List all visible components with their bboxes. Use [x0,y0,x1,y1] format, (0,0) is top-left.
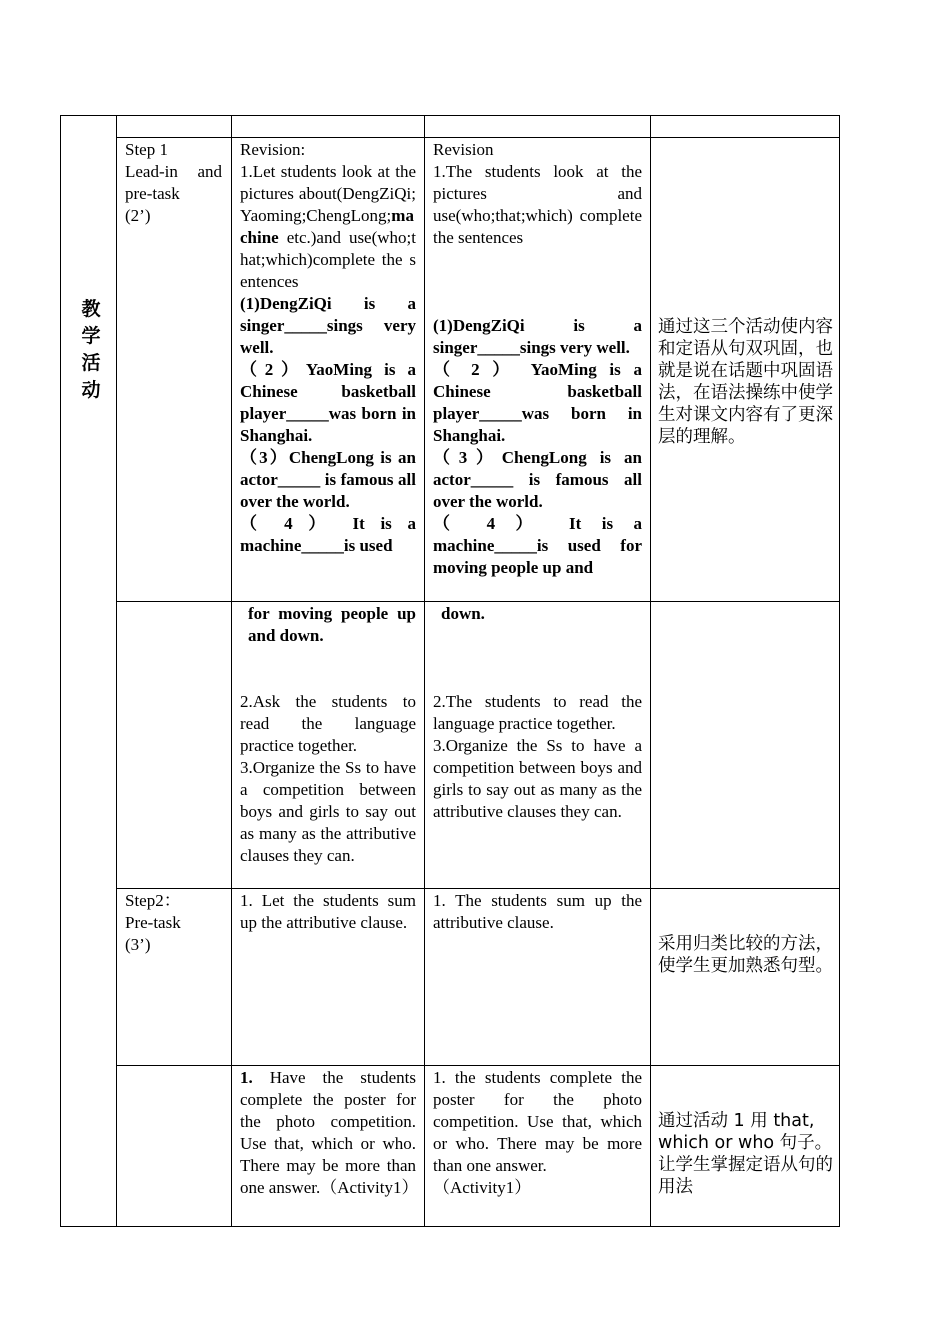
teacher-instruction-tail: etc.)and use(who;that;which)complete the sentences [240,228,416,291]
student-question-4-cont: down. [441,604,485,623]
teacher-activity [240,1067,419,1199]
step-label: Step2： [125,891,181,910]
teacher-instruction [240,161,416,293]
column-divider [650,115,651,1227]
row3-teacher-cell: 1. Let the students sum up the attributive clause. [240,891,416,932]
column-divider [231,115,232,1227]
section-label-char: 学 [81,325,101,347]
student-instruction: 1.The students look at the pictures and use(who;that;which) complete the sentences [433,162,642,247]
column-divider [60,115,61,1227]
student-step-3: 3.Organize the Ss to have a competition between boys and girls to say out as many as the attributive clauses they can. [433,736,642,821]
row2-student-cell [433,603,642,823]
student-activity: 1. the students complete the poster for the photo competition. Use that, which or who. There may be more than one answer. [433,1068,642,1175]
row4-purpose-cell: 通过活动 1 用 that, which or who 句子。让学生掌握定语从句的用法 [658,1111,833,1197]
row3-step-cell [125,890,222,956]
row1-purpose-cell: 通过这三个活动使内容和定语从句双巩固，也就是说在话题中巩固语法，在语法操练中使学生对课文内容有了更深层的理解。 [658,317,833,447]
student-activity-ref: （Activity1） [433,1178,532,1197]
teacher-question-2: （2）YaoMing is a Chinese basketball player_____was born in Shanghai. [240,360,416,445]
row-divider [116,601,840,602]
student-question-2: （ 2 ） YaoMing is a Chinese basketball player_____was born in Shanghai. [433,360,642,445]
step-stage: Lead-in and pre-task [125,162,222,203]
teacher-step-3: 3.Organize the Ss to have a competition between boys and girls to say out as many as the attributive clauses they can. [240,758,416,865]
student-question-1: (1)DengZiQi is a singer_____sings very well. [433,316,642,357]
column-divider [116,115,117,1227]
teacher-question-4-cont: for moving people up and down. [248,604,416,645]
step-time: (2’) [125,206,151,225]
machine-word: machine [240,206,414,247]
student-question-4: （ 4 ） It is a machine_____is used for moving people up and [433,514,642,577]
row3-student-cell: 1. The students sum up the attributive clause. [433,891,642,932]
row-divider [116,888,840,889]
row2-teacher-cell [240,603,416,867]
table-border-top [60,115,840,116]
item-number: 1. [240,1068,253,1087]
row1-step-cell [125,139,222,227]
row-divider [116,137,840,138]
teacher-instruction-text: 1.Let students look at the pictures about(DengZiQi;Yaoming;ChengLong; [240,162,416,225]
teacher-question-3: （3）ChengLong is an actor_____ is famous all over the world. [240,448,416,511]
teacher-heading: Revision: [240,140,306,159]
row-divider [116,1065,840,1066]
student-question-3: （3）ChengLong is an actor_____ is famous all over the world. [433,448,642,511]
teacher-step-2: 2.Ask the students to read the language practice together. [240,692,416,755]
row3-purpose-cell: 采用归类比较的方法，使学生更加熟悉句型。 [658,934,833,976]
step-time: (3’) [125,935,151,954]
table-border-bottom [60,1226,840,1227]
teacher-question-4: （ 4 ） It is a machine_____is used [240,514,416,555]
teacher-activity-text: Have the students complete the poster for the photo competition. Use that, which or who. There may be more than one answer.（Activity1） [240,1068,419,1197]
section-label-char: 动 [81,379,101,401]
student-step-2: 2.The students to read the language practice together. [433,692,642,733]
column-divider [839,115,840,1227]
section-label-char: 教 [81,298,101,320]
section-label [76,296,106,404]
teacher-question-1: (1)DengZiQi is a singer_____sings very well. [240,294,416,357]
column-divider [424,115,425,1227]
student-heading: Revision [433,140,494,159]
step-stage: Pre-task [125,913,181,932]
step-label: Step 1 [125,140,168,159]
row1-teacher-cell [240,139,416,557]
row1-student-cell [433,139,642,579]
row4-teacher-cell [240,1067,419,1199]
row4-student-cell [433,1067,642,1199]
section-label-char: 活 [81,352,101,374]
